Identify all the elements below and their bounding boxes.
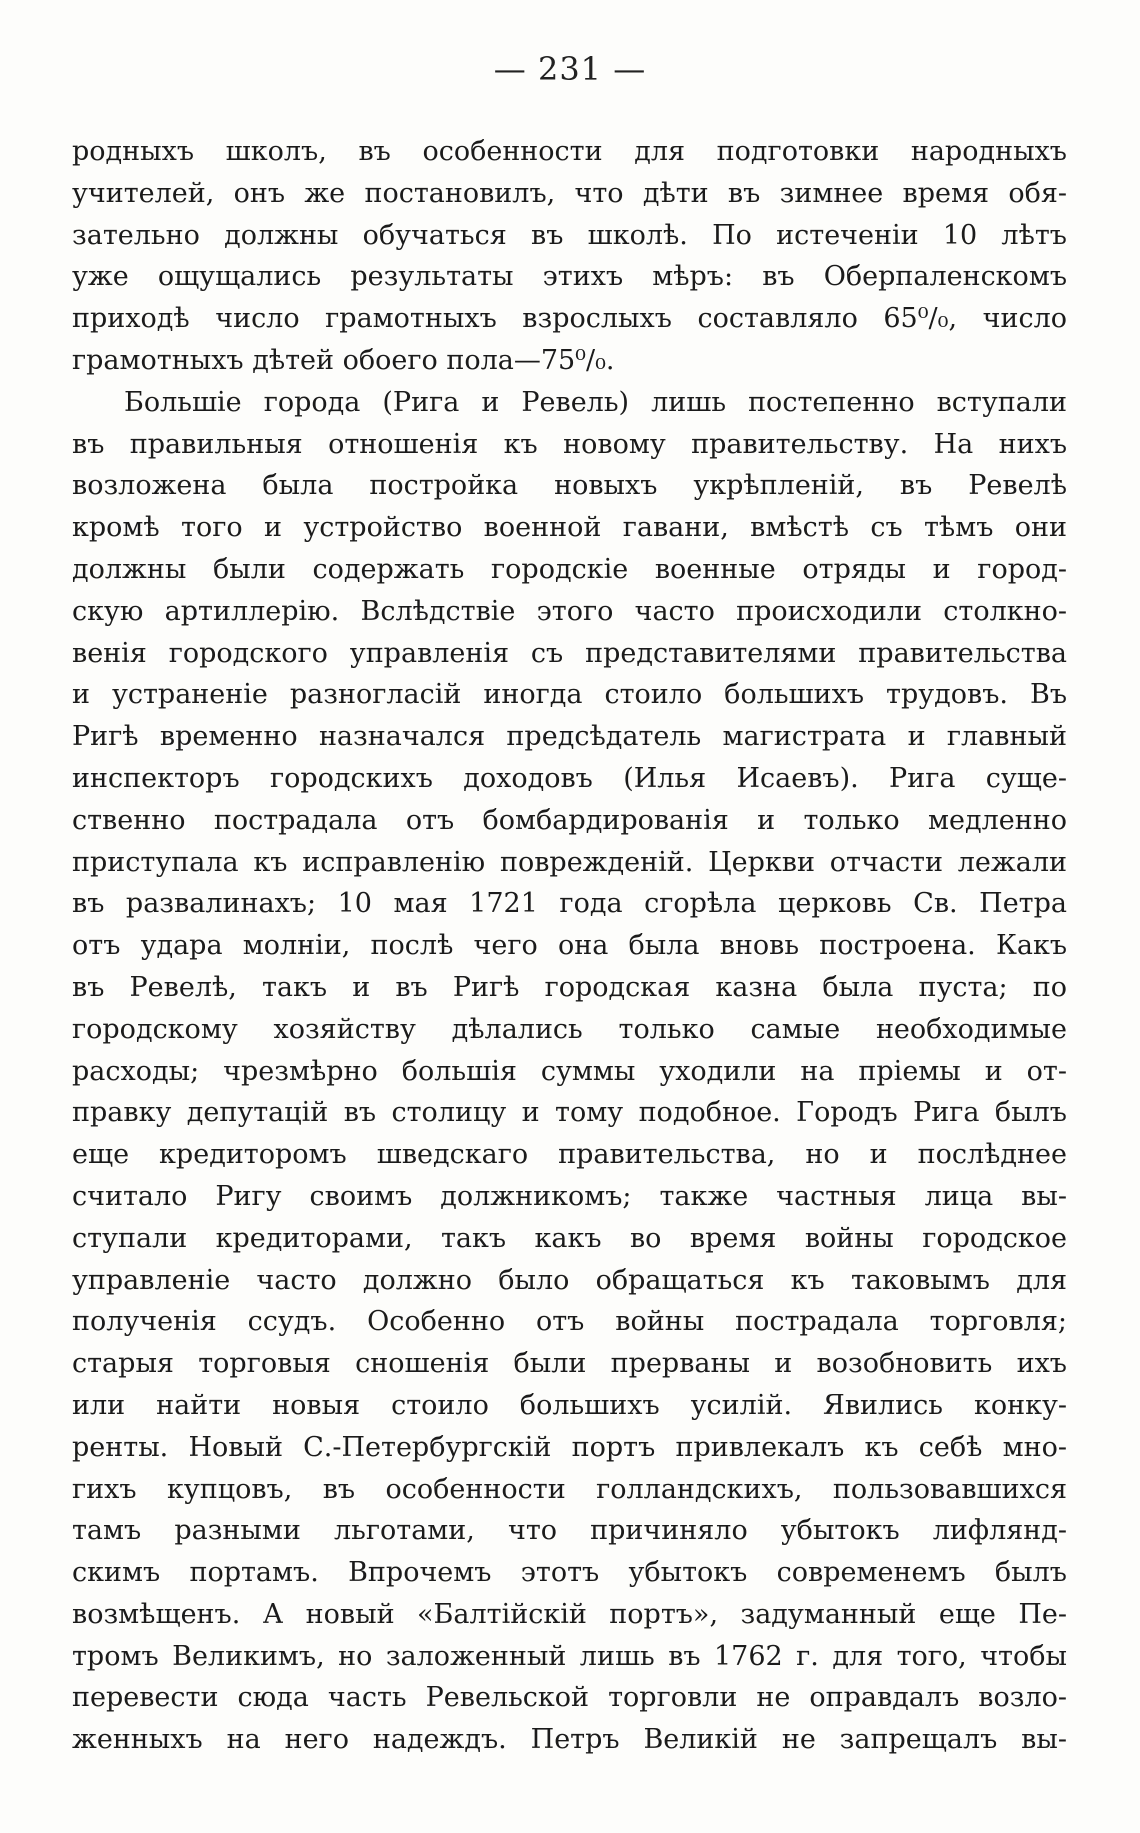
text-line: правку депутацій въ столицу и тому подобное. Городъ Рига былъ <box>72 1097 1067 1129</box>
body-text <box>72 131 1067 1761</box>
text-line: должны были содержать городскіе военные отряды и город- <box>72 553 1067 585</box>
text-line: еще кредиторомъ шведскаго правительства, но и послѣднее <box>72 1139 1067 1171</box>
text-line: въ Ревелѣ, такъ и въ Ригѣ городская казна была пуста; по <box>72 971 1067 1003</box>
text-line: въ правильныя отношенія къ новому правительству. На нихъ <box>72 428 1067 460</box>
text-line: Большіе города (Рига и Ревель) лишь постепенно вступали <box>124 386 1067 418</box>
text-line: скимъ портамъ. Впрочемъ этотъ убытокъ современемъ былъ <box>72 1557 1067 1589</box>
text-line: городскому хозяйству дѣлались только самые необходимые <box>72 1013 1067 1045</box>
text-line: приходѣ число грамотныхъ взрослыхъ составляло 65⁰/₀, число <box>72 303 1067 335</box>
text-line: женныхъ на него надеждъ. Петръ Великій не запрещалъ вы- <box>72 1724 1067 1756</box>
text-line: зательно должны обучаться въ школѣ. По истеченіи 10 лѣтъ <box>72 219 1067 251</box>
text-line: расходы; чрезмѣрно большія суммы уходили на пріемы и от- <box>72 1055 1067 1087</box>
text-line: грамотныхъ дѣтей обоего пола—75⁰/₀. <box>72 344 615 376</box>
text-line: ступали кредиторами, такъ какъ во время войны городское <box>72 1222 1067 1254</box>
text-line: считало Ригу своимъ должникомъ; также частныя лица вы- <box>72 1180 1067 1212</box>
text-line: управленіе часто должно было обращаться къ таковымъ для <box>72 1264 1067 1296</box>
text-line: старыя торговыя сношенія были прерваны и возобновить ихъ <box>72 1348 1067 1380</box>
text-line: ренты. Новый С.-Петербургскій портъ привлекалъ къ себѣ мно- <box>72 1431 1067 1463</box>
text-line: скую артиллерію. Вслѣдствіе этого часто происходили столкно- <box>72 595 1067 627</box>
text-line: тамъ разными льготами, что причиняло убытокъ лифлянд- <box>72 1515 1067 1547</box>
text-line: полученія ссудъ. Особенно отъ войны пострадала торговля; <box>72 1306 1067 1338</box>
text-line: перевести сюда часть Ревельской торговли не оправдалъ возло- <box>72 1682 1067 1714</box>
page-number: — 231 — <box>493 50 647 88</box>
text-line: инспекторъ городскихъ доходовъ (Илья Исаевъ). Рига суще- <box>72 762 1067 794</box>
text-line: родныхъ школъ, въ особенности для подготовки народныхъ <box>72 136 1067 167</box>
text-line: учителей, онъ же постановилъ, что дѣти въ зимнее время обя- <box>72 177 1067 209</box>
text-line: приступала къ исправленію поврежденій. Церкви отчасти лежали <box>72 846 1067 878</box>
text-line: возложена была постройка новыхъ укрѣпленій, въ Ревелѣ <box>72 470 1067 502</box>
text-line: отъ удара молніи, послѣ чего она была вновь построена. Какъ <box>72 930 1067 962</box>
text-line: возмѣщенъ. А новый «Балтійскій портъ», задуманный еще Пе- <box>72 1598 1067 1630</box>
text-line: уже ощущались результаты этихъ мѣръ: въ Оберпаленскомъ <box>72 261 1067 293</box>
text-line: ственно пострадала отъ бомбардированія и только медленно <box>72 804 1067 836</box>
text-line: Ригѣ временно назначался предсѣдатель магистрата и главный <box>72 721 1067 753</box>
text-line: тромъ Великимъ, но заложенный лишь въ 1762 г. для того, чтобы <box>72 1640 1067 1672</box>
text-line: и устраненіе разногласій иногда стоило большихъ трудовъ. Въ <box>72 679 1067 711</box>
text-line: или найти новыя стоило большихъ усилій. Явились конку- <box>72 1389 1067 1421</box>
text-line: въ развалинахъ; 10 мая 1721 года сгорѣла церковь Св. Петра <box>72 888 1067 920</box>
text-line: венія городского управленія съ представителями правительства <box>72 637 1067 669</box>
text-line: кромѣ того и устройство военной гавани, вмѣстѣ съ тѣмъ они <box>72 512 1067 544</box>
text-line: гихъ купцовъ, въ особенности голландскихъ, пользовавшихся <box>72 1473 1067 1505</box>
